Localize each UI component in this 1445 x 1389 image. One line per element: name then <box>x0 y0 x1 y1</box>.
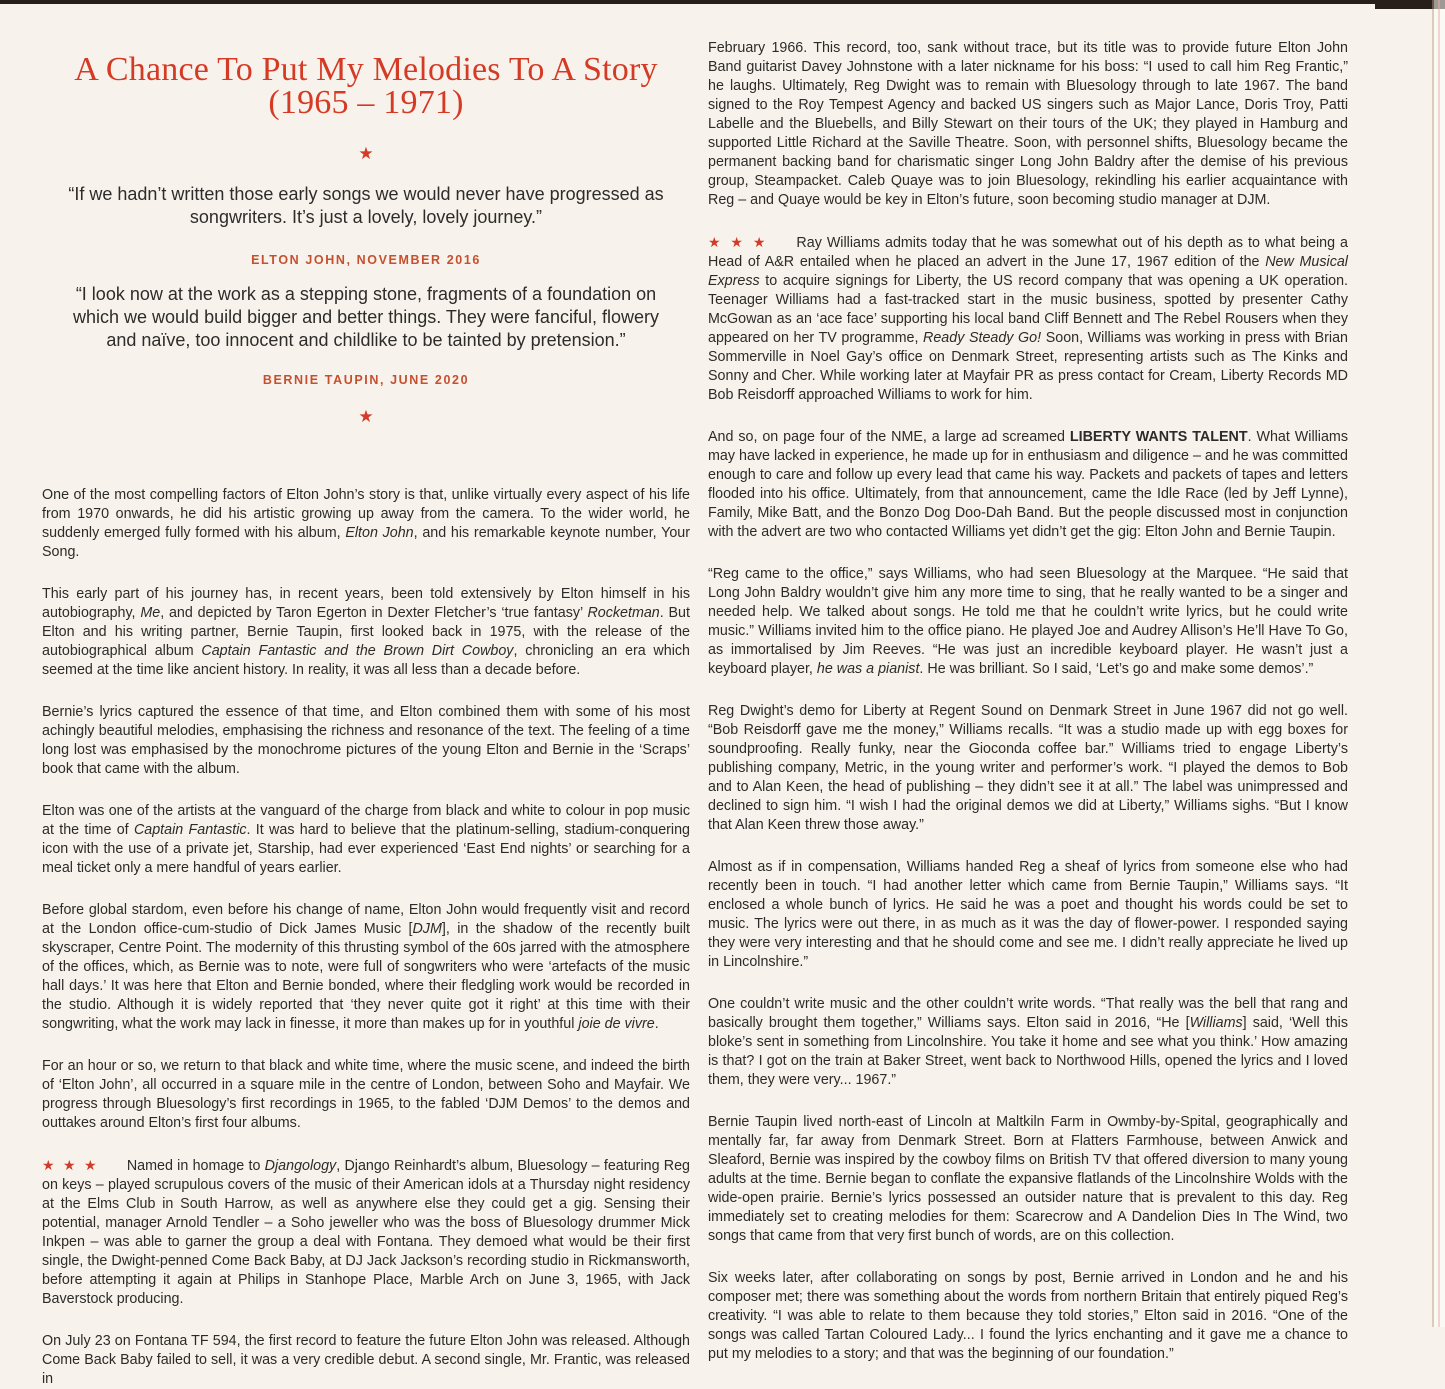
paragraph: And so, on page four of the NME, a large ad screamed LIBERTY WANTS TALENT. What Williams may have lacked in experience, he made up for in enthusiasm and diligence – and he was committed enough to care and follow up every lead that came his way. Packets and packets of tapes and letters flooded into his office. Ultimately, from that announcement, came the Idle Race (led by Jeff Lynne), Family, Mike Batt, and the Bonzo Dog Doo-Dah Band. But the people discussed most in conjunction with the advert are two who contacted Williams yet didn’t get the gig: Elton John and Bernie Taupin. <box>708 429 1348 540</box>
paragraph: Reg Dwight’s demo for Liberty at Regent Sound on Denmark Street in June 1967 did not go well. “Bob Reisdorff gave me the money,” Williams recalls. “It was a studio made up with egg boxes for soundproofing. Really funky, near the Gioconda coffee bar.” Williams tried to engage Liberty’s publishing company, Metric, in the young writer and performer’s work. “I played the demos to Bob and to Alan Keen, the head of publishing – they didn’t see it at all.” The label was unimpressed and declined to sign him. “I wish I had the original demos we did at Liberty,” Williams sighs. “But I know that Alan Keen threw those away.” <box>708 703 1348 833</box>
quote-elton-john: “If we hadn’t written those early songs we would never have progressed as songwriters. It’s just a lovely, lovely journey.” <box>68 184 664 227</box>
quote-attribution-elton-john: ELTON JOHN, NOVEMBER 2016 <box>251 253 481 267</box>
paragraph: Bernie’s lyrics captured the essence of that time, and Elton combined them with some of his most achingly beautiful melodies, emphasising the richness and resonance of the text. The feeling of a time long lost was emphasised by the monochrome pictures of the young Elton and Bernie in the ‘Scraps’ book that came with the album. <box>42 704 690 777</box>
quote-attribution-bernie-taupin: BERNIE TAUPIN, JUNE 2020 <box>262 373 470 387</box>
title-line-1: A Chance To Put My Melodies To A Story <box>74 51 658 88</box>
left-column-text <box>42 486 690 1389</box>
paragraph: On July 23 on Fontana TF 594, the first record to feature the future Elton John was released. Although Come Back Baby failed to sell, it was a very credible debut. A second single, Mr. Frantic, was released in <box>42 1333 690 1387</box>
scan-line-right-pink <box>1438 0 1440 1327</box>
star-ornament-top: ★ <box>358 144 374 163</box>
star-ornament-bottom: ★ <box>358 407 374 426</box>
paragraph: Bernie Taupin lived north-east of Lincoln at Maltkiln Farm in Owmby-by-Spital, geographically and mentally far, far away from Denmark Street. Born at Flatters Farmhouse, between Anwick and Sleaford, Bernie was inspired by the cowboy films on British TV that offered diversion to many young adults at the time. Bernie began to conflate the expansive flatlands of the Lincolnshire Wolds with the wide-open prairie. Bernie’s lyrics possessed an outsider nature that is prevalent to this day. Reg immediately set to creating melodies for them: Scarecrow and A Dandelion Dies In The Wind, two songs that came from that very first bunch of words, are on this collection. <box>708 1114 1348 1244</box>
paragraph: ★ ★ ★ Named in homage to Djangology, Django Reinhardt’s album, Bluesology – featuring Reg on keys – played scrupulous covers of the music of their American idols at a Thursday night residency at the Elms Club in South Harrow, as well as anywhere else they could get a gig. Sensing their potential, manager Arnold Tendler – a Soho jeweller who was the boss of Bluesology drummer Mick Inkpen – was able to garner the group a deal with Fontana. They demoed what would be their first single, the Dwight-penned Come Back Baby, at DJ Jack Jackson’s recording studio in Rickmansworth, before attempting it again at Philips in Stanhope Place, Marble Arch on June 3, 1965, with Jack Baverstock producing. <box>42 1157 690 1307</box>
quote-bernie-taupin: “I look now at the work as a stepping stone, fragments of a foundation on which we would build bigger and better things. They were fanciful, flowery and naïve, too innocent and childlike to be tainted by pretension.” <box>73 284 659 350</box>
scan-line-right <box>1432 0 1434 1327</box>
paragraph: One of the most compelling factors of Elton John’s story is that, unlike virtually every aspect of his life from 1970 onwards, he did his artistic growing up away from the camera. To the wider world, he suddenly emerged fully formed with his album, Elton John, and his remarkable keynote number, Your Song. <box>42 487 691 560</box>
page-header <box>42 40 690 486</box>
paragraph: This early part of his journey has, in recent years, been told extensively by Elton himself in his autobiography, Me, and depicted by Taron Egerton in Dexter Fletcher’s ‘true fantasy’ Rocketman. But Elton and his writing partner, Bernie Taupin, first looked back in 1975, with the release of the autobiographical album Captain Fantastic and the Brown Dirt Cowboy, chronicling an era which seemed at the time like ancient history. In reality, it was all less than a decade before. <box>42 586 690 678</box>
paragraph: ★ ★ ★ Ray Williams admits today that he was somewhat out of his depth as to what being a Head of A&R entailed when he placed an advert in the June 17, 1967 edition of the New Musical Express to acquire signings for Liberty, the US record company that was opening a UK operation. Teenager Williams had a fast-tracked start in the music business, spotted by presenter Cathy McGowan as an ‘ace face’ supporting his local band Cliff Bennett and The Rebel Rousers when they appeared on her TV programme, Ready Steady Go! Soon, Williams was working in press with Brian Sommerville in Noel Gay’s office on Denmark Street, representing artists such as The Kinks and Sonny and Cher. While working later at Mayfair PR as press contact for Cream, Liberty Records MD Bob Reisdorff approached Williams to work for him. <box>708 234 1348 403</box>
paragraph: One couldn’t write music and the other couldn’t write words. “That really was the bell that rang and basically brought them together,” Williams says. Elton said in 2016, “He [Williams] said, ‘Well this bloke’s sent in something from Lincolnshire. You take it home and see what you think.’ How amazing is that? I got on the train at Baker Street, went back to Northwood Hills, opened the lyrics and I loved them, they were very... 1967.” <box>708 996 1348 1088</box>
page-title <box>42 53 690 119</box>
stars-ornament: ★ ★ ★ <box>708 234 769 250</box>
right-column <box>708 39 1348 1364</box>
paragraph: Before global stardom, even before his change of name, Elton John would frequently visit and record at the London office-cum-studio of Dick James Music [DJM], in the shadow of the recently built skyscraper, Centre Point. The modernity of this thrusting symbol of the 60s jarred with the atmosphere of the offices, which, as Bernie was to note, were full of songwriters who were ‘artefacts of the music hall days.’ It was here that Elton and Bernie bonded, where their fledgling work would be recorded in the studio. Although it is widely reported that ‘they never quite got it right’ at this time with their songwriting, what the work may lack in finesse, it more than makes up for in youthful joie de vivre. <box>42 902 690 1032</box>
stars-ornament: ★ ★ ★ <box>42 1157 99 1173</box>
paragraph: For an hour or so, we return to that black and white time, where the music scene, and indeed the birth of ‘Elton John’, all occurred in a square mile in the centre of London, between Soho and Mayfair. We progress through Bluesology’s first recordings in 1965, to the fabled ‘DJM Demos’ to the demos and outtakes around Elton’s first four albums. <box>42 1058 690 1131</box>
paragraph: Six weeks later, after collaborating on songs by post, Bernie arrived in London and he and his composer met; there was something about the words from northern Britain that entirely piqued Reg’s creativity. “I was able to relate to them because they told stories,” Elton said in 2016. “One of the songs was called Tartan Coloured Lady... I found the lyrics enchanting and it gave me a chance to put my melodies to a story; and that was the beginning of our foundation.” <box>708 1270 1348 1362</box>
title-line-2: (1965 – 1971) <box>268 84 464 121</box>
paragraph: February 1966. This record, too, sank without trace, but its title was to provide future Elton John Band guitarist Davey Johnstone with a later nickname for his boss: “I used to call him Reg Frantic,” he laughs. Ultimately, Reg Dwight was to remain with Bluesology through to late 1967. The band signed to the Roy Tempest Agency and backed US singers such as Major Lance, Doris Troy, Patti Labelle and the Bluebells, and Billy Stewart on their tours of the UK; they played in Hamburg and supported Little Richard at the Saville Theatre. Soon, with personnel shifts, Bluesology became the permanent backing band for charismatic singer Long John Baldry after the demise of his previous group, Steampacket. Caleb Quaye was to join Bluesology, rekindling his earlier acquaintance with Reg – and Quaye would be key in Elton’s future, soon becoming studio manager at DJM. <box>708 40 1348 208</box>
paragraph: Almost as if in compensation, Williams handed Reg a sheaf of lyrics from someone else who had recently been in touch. “I had another letter which came from Bernie Taupin,” Williams says. “It enclosed a whole bunch of lyrics. He said he was a poet and thought his words could be set to music. The lyrics were out there, in as much as it was the day of flower-power. I responded saying they were very interesting and that he should come and see me. I didn’t really appreciate he lived up in Lincolnshire.” <box>708 859 1348 970</box>
scan-edge-top <box>0 0 1445 4</box>
right-column-text <box>708 39 1348 1364</box>
paragraph: “Reg came to the office,” says Williams, who had seen Bluesology at the Marquee. “He said that Long John Baldry wouldn’t give him any more time to sing, that he really wanted to be a singer and needed help. We talked about songs. He told me that he couldn’t write lyrics, but he could write music.” Williams invited him to the office piano. He played Joe and Audrey Allison’s He’ll Have To Go, as immortalised by Jim Reeves. “He was just an incredible keyboard player. He wasn’t just a keyboard player, he was a pianist. He was brilliant. So I said, ‘Let’s go and make some demos’.” <box>708 566 1348 677</box>
paragraph: Elton was one of the artists at the vanguard of the charge from black and white to colour in pop music at the time of Captain Fantastic. It was hard to believe that the platinum-selling, stadium-conquering icon with the use of a private jet, Starship, had ever experienced ‘East End nights’ or searching for a meal ticket only a mere handful of years earlier. <box>42 803 690 876</box>
left-column <box>42 40 690 1389</box>
